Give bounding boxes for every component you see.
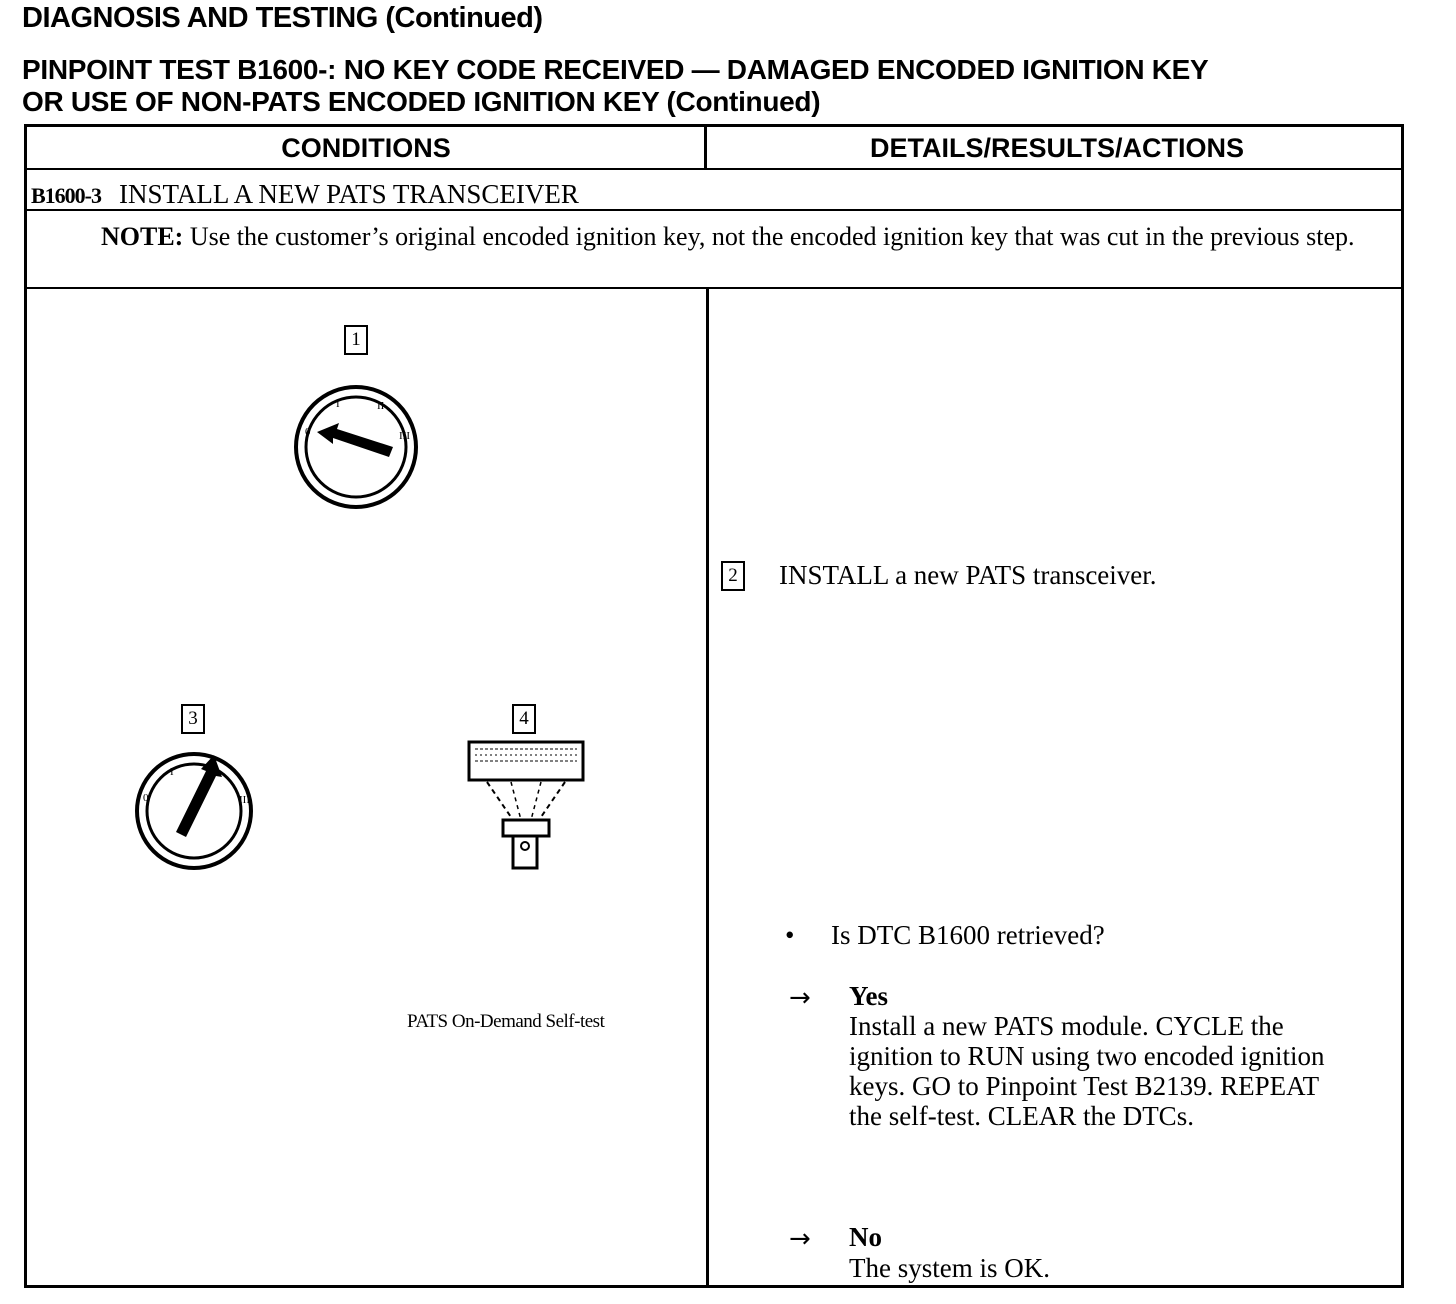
- step-4-box: 4: [512, 704, 536, 734]
- result-yes-line-3: keys. GO to Pinpoint Test B2139. REPEAT: [849, 1071, 1320, 1101]
- step-title-row: [31, 179, 579, 210]
- pinpoint-test-title: [22, 54, 1208, 118]
- result-no-label: No: [849, 1222, 882, 1252]
- test-table: [24, 124, 1404, 1288]
- position-1-label: I: [336, 398, 340, 410]
- result-yes-line-4: the self-test. CLEAR the DTCs.: [849, 1101, 1194, 1131]
- run-position-0-label: 0: [143, 792, 149, 804]
- body-divider: [706, 289, 709, 1285]
- note: [101, 221, 1391, 252]
- key-arrow-run-icon: [176, 755, 222, 837]
- ignition-switch-off-graphic: [291, 385, 421, 509]
- note-rule: [27, 287, 1401, 289]
- result-yes-line-2: ignition to RUN using two encoded ignition: [849, 1041, 1325, 1071]
- pats-transceiver-graphic: [467, 740, 587, 875]
- question-text: Is DTC B1600 retrieved?: [831, 920, 1105, 950]
- details-column-header: DETAILS/RESULTS/ACTIONS: [869, 133, 1244, 163]
- step-2-box: 2: [721, 561, 745, 591]
- step-title-rule: [27, 209, 1401, 211]
- position-2-label: II: [377, 400, 385, 412]
- step-title: INSTALL A NEW PATS TRANSCEIVER: [119, 179, 579, 209]
- result-no-text: [849, 1253, 1050, 1283]
- result-yes-text: [849, 1011, 1324, 1131]
- step-1-box: 1: [344, 325, 368, 355]
- note-text: Use the customer’s original encoded ignition key, not the encoded ignition key that was cut in the previous step.: [189, 222, 1355, 251]
- action-install-transceiver: INSTALL a new PATS transceiver.: [779, 560, 1157, 590]
- no-arrow-icon: →: [789, 1224, 811, 1254]
- header-divider: [704, 127, 707, 170]
- position-0-label: 0: [305, 426, 311, 438]
- page-heading: DIAGNOSIS AND TESTING (Continued): [22, 2, 543, 34]
- yes-arrow-icon: →: [789, 983, 811, 1013]
- run-position-3-label: III: [239, 794, 250, 806]
- result-yes-line-1: Install a new PATS module. CYCLE the: [849, 1011, 1284, 1041]
- key-arrow-icon: [317, 423, 393, 457]
- question-bullet: •: [785, 920, 795, 950]
- step-id: B1600-3: [31, 183, 101, 208]
- note-label: NOTE:: [101, 222, 184, 251]
- conditions-column-header: CONDITIONS: [281, 133, 451, 163]
- result-yes-label: Yes: [849, 981, 888, 1011]
- test-title-line-1: PINPOINT TEST B1600-: NO KEY CODE RECEIVED — DAMAGED ENCODED IGNITION KEY: [22, 54, 1209, 85]
- step-3-box: 3: [181, 704, 205, 734]
- run-position-1-label: I: [170, 766, 174, 778]
- self-test-caption: PATS On-Demand Self-test: [407, 1011, 605, 1032]
- test-title-line-2: OR USE OF NON-PATS ENCODED IGNITION KEY (Continued): [22, 86, 821, 117]
- result-no-line-1: The system is OK.: [849, 1253, 1050, 1283]
- ignition-switch-run-graphic: [130, 751, 260, 871]
- position-3-label: III: [399, 430, 410, 442]
- header-rule: [27, 168, 1401, 170]
